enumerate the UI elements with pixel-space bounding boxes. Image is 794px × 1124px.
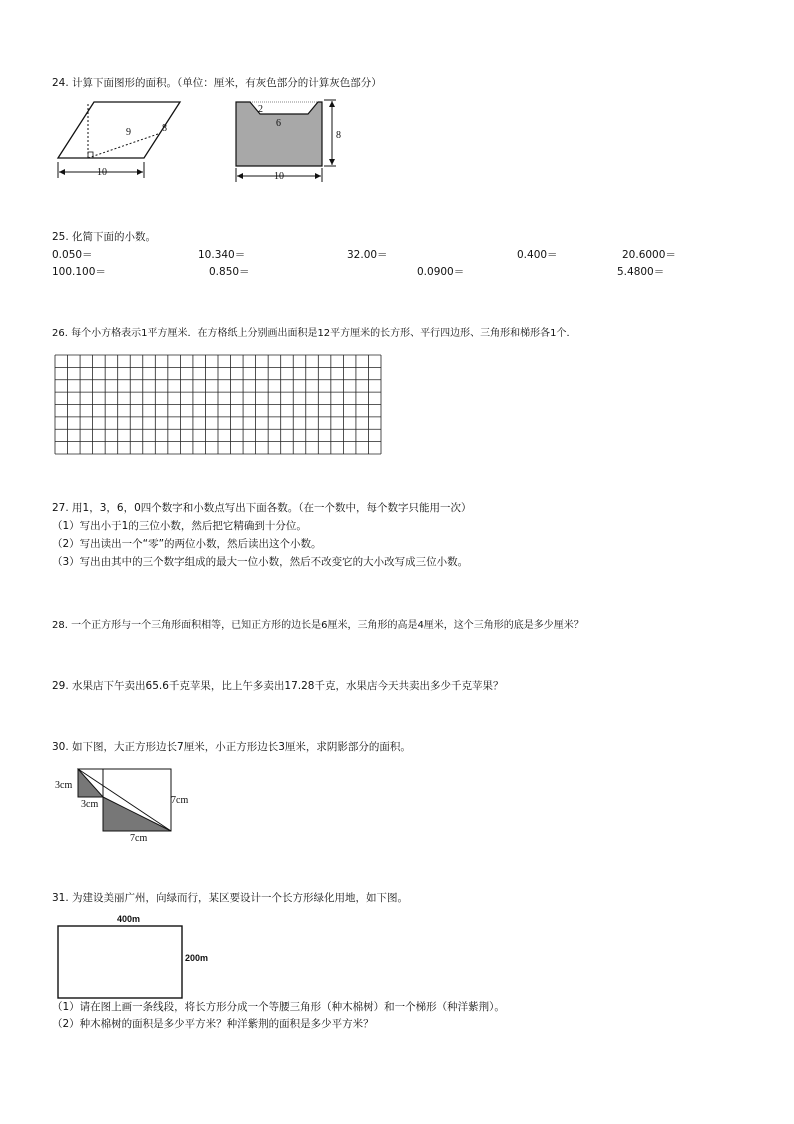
q26-title: 26. 每个小方格表示1平方厘米．在方格纸上分别画出面积是12平方厘米的长方形、平行四边形、三角形和梯形各1个． xyxy=(52,328,577,339)
q27-item-1: （1）写出小于1的三位小数，然后把它精确到十分位。 xyxy=(52,520,307,532)
label-small-left: 3cm xyxy=(55,780,73,791)
label-notch-6: 6 xyxy=(276,118,281,129)
q27-title: 27. 用1，3，6，0四个数字和小数点写出下面各数。（在一个数中，每个数字只能用一次） xyxy=(52,502,472,514)
label-height-9: 9 xyxy=(126,127,131,138)
q25-item: 10.340＝ xyxy=(198,249,246,261)
q30-squares-figure xyxy=(55,766,205,846)
q25-item: 5.4800＝ xyxy=(617,266,665,278)
q27-item-2: （2）写出读出一个“零”的两位小数，然后读出这个小数。 xyxy=(52,538,322,550)
q25-item: 100.100＝ xyxy=(52,266,106,278)
label-base-10: 10 xyxy=(97,167,107,178)
q24-parallelogram-figure xyxy=(50,98,190,183)
q25-item: 32.00＝ xyxy=(347,249,388,261)
height2-dashed-line xyxy=(88,134,158,158)
q31-item-1: （1）请在图上画一条线段，将长方形分成一个等腰三角形（种木棉树）和一个梯形（种洋紫荆）。 xyxy=(52,1001,505,1013)
label-small-bottom: 3cm xyxy=(81,799,99,810)
q27-item-3: （3）写出由其中的三个数字组成的最大一位小数，然后不改变它的大小改写成三位小数。 xyxy=(52,556,469,568)
label-height-8: 8 xyxy=(336,130,341,141)
q24-gray-figure xyxy=(232,96,357,186)
q25-item: 0.850＝ xyxy=(209,266,250,278)
q24-title: 24. 计算下面图形的面积。（单位：厘米，有灰色部分的计算灰色部分） xyxy=(52,77,382,89)
q28-title: 28. 一个正方形与一个三角形面积相等，已知正方形的边长是6厘米，三角形的高是4厘米，这个三角形的底是多少厘米？ xyxy=(52,620,584,631)
label-width-10: 10 xyxy=(274,171,284,182)
q25-title: 25. 化简下面的小数。 xyxy=(52,231,157,243)
label-big-right: 7cm xyxy=(171,795,189,806)
q31-rectangle-figure[interactable] xyxy=(55,913,225,993)
q29-title: 29. 水果店下午卖出65.6千克苹果，比上午多卖出17.28千克，水果店今天共卖出多少千克苹果？ xyxy=(52,680,504,692)
label-400m: 400m xyxy=(117,914,141,924)
square-grid[interactable] xyxy=(55,355,383,455)
green-land-rectangle xyxy=(58,926,182,998)
q30-title: 30. 如下图，大正方形边长7厘米，小正方形边长3厘米，求阴影部分的面积。 xyxy=(52,741,411,753)
q25-item: 0.0900＝ xyxy=(417,266,465,278)
right-angle-mark xyxy=(88,152,93,158)
q31-title: 31. 为建设美丽广州，向绿而行，某区要设计一个长方形绿化用地，如下图。 xyxy=(52,892,409,904)
q25-item: 20.6000＝ xyxy=(622,249,676,261)
q25-item: 0.400＝ xyxy=(517,249,558,261)
gray-shape xyxy=(236,102,322,166)
label-big-bottom: 7cm xyxy=(130,833,148,844)
q31-item-2: （2）种木棉树的面积是多少平方米？种洋紫荆的面积是多少平方米？ xyxy=(52,1018,374,1030)
label-notch-2: 2 xyxy=(258,104,263,115)
label-side-8: 8 xyxy=(162,123,167,134)
q25-item: 0.050＝ xyxy=(52,249,93,261)
label-200m: 200m xyxy=(185,953,209,963)
